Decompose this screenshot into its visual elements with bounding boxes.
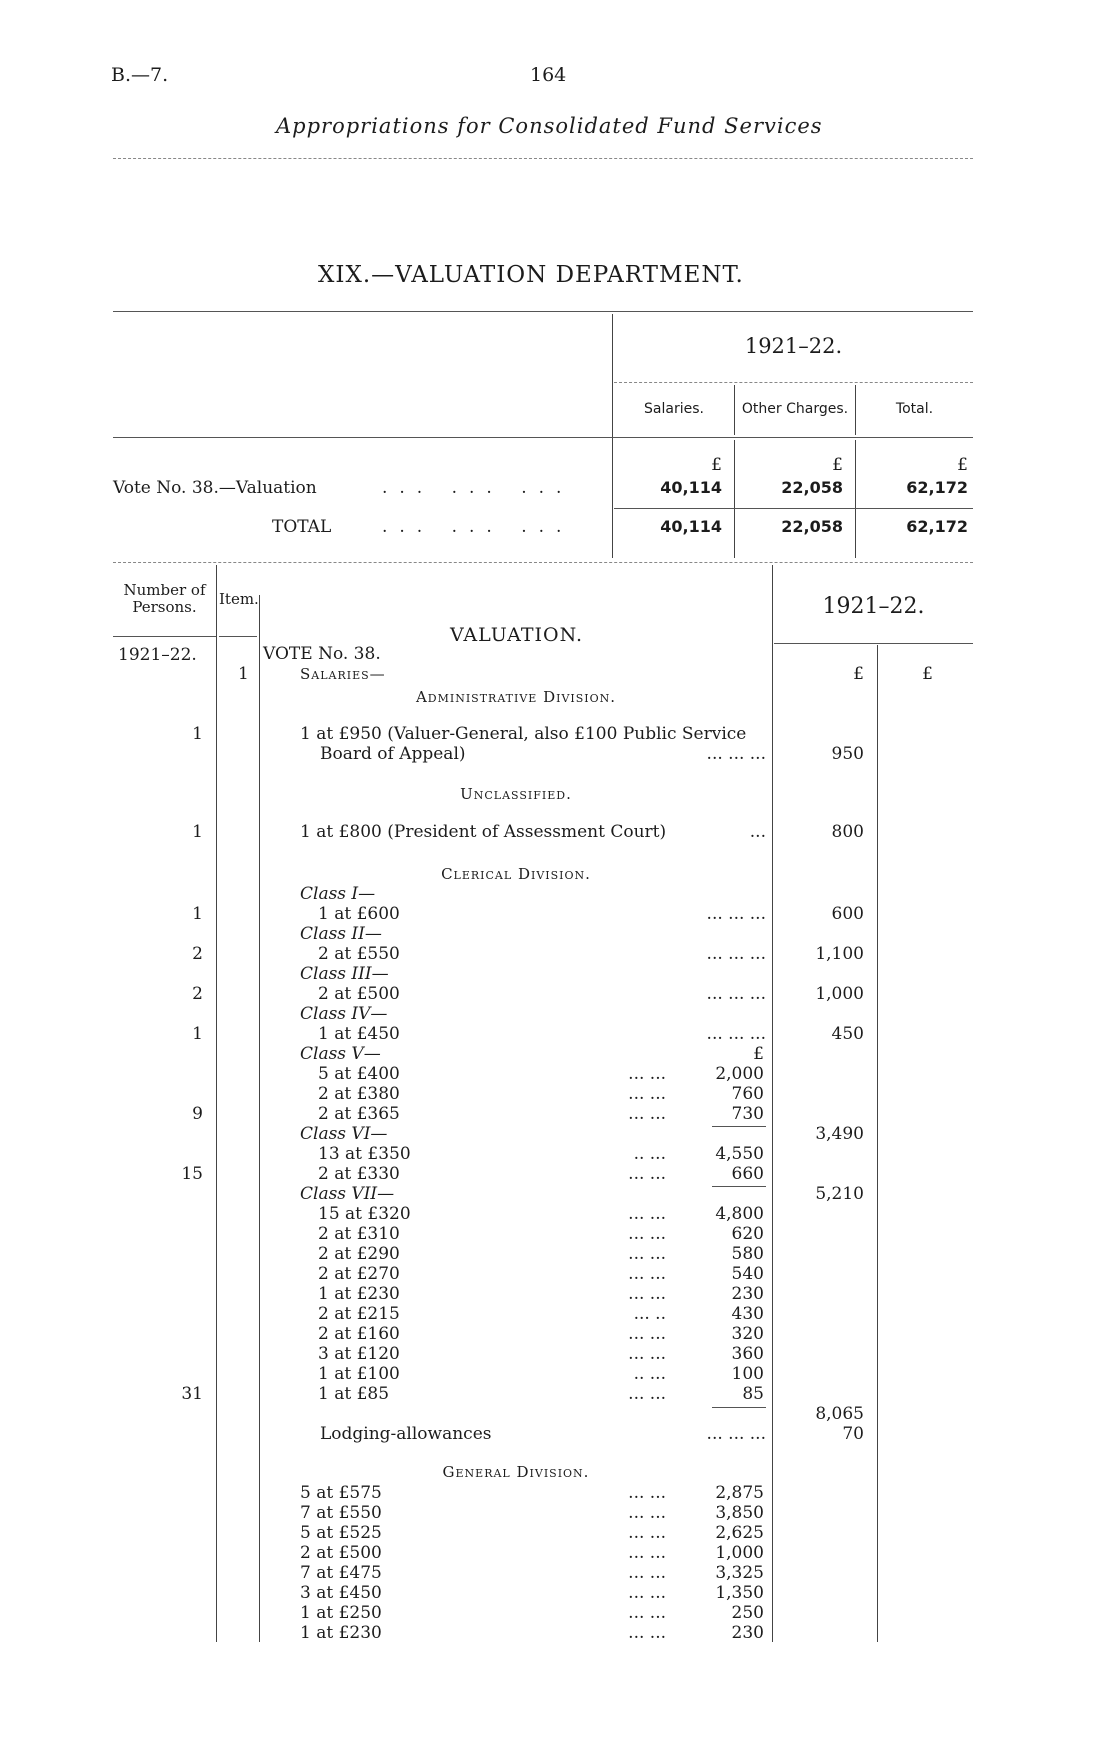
subtotal-rule xyxy=(712,1186,766,1187)
rate-line: 3 at £120 xyxy=(318,1344,400,1364)
leader-dots: ... xyxy=(749,822,766,842)
leader-dots: ... ... xyxy=(628,1543,666,1563)
unclassified-heading: Unclassified. xyxy=(460,785,572,803)
leader-dots: ... .. xyxy=(633,1304,666,1324)
unclassified-line: 1 at £800 (President of Assessment Court) xyxy=(300,822,667,842)
persons-count: 1 xyxy=(192,724,203,744)
document-reference: B.—7. xyxy=(111,64,169,86)
rate-line: 13 at £350 xyxy=(318,1144,411,1164)
leader-dots: ... ... ... xyxy=(382,478,574,498)
class-amount: 450 xyxy=(831,1024,864,1044)
rate-line: 2 at £380 xyxy=(318,1084,400,1104)
rate-line: 15 at £320 xyxy=(318,1204,411,1224)
rate-line: 1 at £100 xyxy=(318,1364,400,1384)
currency-symbol: £ xyxy=(753,1044,764,1064)
admin-line: 1 at £950 (Valuer-General, also £100 Public Service xyxy=(300,724,747,744)
total-other-charges: 22,058 xyxy=(781,517,843,536)
admin-amount: 950 xyxy=(831,744,864,764)
leader-dots: ... ... xyxy=(628,1164,666,1184)
leader-dots: ... ... xyxy=(628,1503,666,1523)
leader-dots: ... ... xyxy=(628,1384,666,1404)
rate-line: 2 at £215 xyxy=(318,1304,400,1324)
vote-other-charges: 22,058 xyxy=(781,478,843,497)
rate-value: 320 xyxy=(731,1324,764,1344)
col-salaries: Salaries. xyxy=(644,401,704,417)
rate-value: 2,000 xyxy=(715,1064,764,1084)
persons-count: 2 xyxy=(192,944,203,964)
leader-dots: .. ... xyxy=(633,1364,666,1384)
rate-line: 2 at £500 xyxy=(318,984,400,1004)
persons-count: 31 xyxy=(181,1384,203,1404)
leader-dots: ... ... xyxy=(628,1583,666,1603)
rate-line: 1 at £250 xyxy=(300,1603,382,1623)
class-subtotal: 8,065 xyxy=(815,1404,864,1424)
rate-value: 3,325 xyxy=(715,1563,764,1583)
leader-dots: ... ... ... xyxy=(706,1424,766,1444)
rate-line: 3 at £450 xyxy=(300,1583,382,1603)
rate-line: 7 at £550 xyxy=(300,1503,382,1523)
persons-year: 1921–22. xyxy=(118,645,197,665)
total-total: 62,172 xyxy=(906,517,968,536)
subtotal-rule xyxy=(712,1407,766,1408)
rate-value: 580 xyxy=(731,1244,764,1264)
salaries-heading: Salaries— xyxy=(300,665,386,683)
summary-top-rule xyxy=(113,311,973,312)
leader-dots: ... ... xyxy=(628,1324,666,1344)
leader-dots: ... ... ... xyxy=(706,904,766,924)
rate-line: 5 at £400 xyxy=(318,1064,400,1084)
class-label: Class V— xyxy=(300,1044,381,1064)
rate-value: 760 xyxy=(731,1084,764,1104)
administrative-division-heading: Administrative Division. xyxy=(415,688,617,706)
leader-dots: .. ... xyxy=(633,1144,666,1164)
rate-value: 4,800 xyxy=(715,1204,764,1224)
rate-line: 2 at £160 xyxy=(318,1324,400,1344)
class-subtotal: 5,210 xyxy=(815,1184,864,1204)
rate-value: 620 xyxy=(731,1224,764,1244)
leader-dots: ... ... ... xyxy=(706,744,766,764)
unclassified-amount: 800 xyxy=(831,822,864,842)
leader-dots: ... ... xyxy=(628,1483,666,1503)
rate-value: 660 xyxy=(731,1164,764,1184)
rate-value: 85 xyxy=(742,1384,764,1404)
running-title: Appropriations for Consolidated Fund Services xyxy=(276,114,823,138)
class-amount: 600 xyxy=(831,904,864,924)
col-number-of-persons: Number of Persons. xyxy=(123,581,206,616)
rate-value: 2,875 xyxy=(715,1483,764,1503)
currency-symbol: £ xyxy=(711,455,722,475)
persons-header-rule xyxy=(113,636,216,637)
subtotal-rule xyxy=(712,1126,766,1127)
rate-line: 2 at £550 xyxy=(318,944,400,964)
leader-dots: ... ... ... xyxy=(382,517,574,537)
rate-value: 1,000 xyxy=(715,1543,764,1563)
currency-symbol: £ xyxy=(853,664,864,684)
rate-value: 730 xyxy=(731,1104,764,1124)
currency-symbol: £ xyxy=(957,455,968,475)
col-item: Item. xyxy=(219,590,259,608)
rate-line: 1 at £85 xyxy=(318,1384,390,1404)
leader-dots: ... ... xyxy=(628,1523,666,1543)
leader-dots: ... ... xyxy=(628,1244,666,1264)
class-label: Class I— xyxy=(300,884,376,904)
leader-dots: ... ... xyxy=(628,1603,666,1623)
rate-line: 2 at £270 xyxy=(318,1264,400,1284)
class-amount: 1,000 xyxy=(815,984,864,1004)
general-division-heading: General Division. xyxy=(442,1463,590,1481)
leader-dots: ... ... xyxy=(628,1084,666,1104)
vote-salaries: 40,114 xyxy=(660,478,722,497)
persons-count: 9 xyxy=(192,1104,203,1124)
leader-dots: ... ... ... xyxy=(706,984,766,1004)
summary-header-rule xyxy=(113,437,973,438)
detail-year-rule xyxy=(774,643,973,644)
leader-dots: ... ... xyxy=(628,1064,666,1084)
persons-count: 1 xyxy=(192,822,203,842)
rate-line: 2 at £330 xyxy=(318,1164,400,1184)
vote-total: 62,172 xyxy=(906,478,968,497)
rate-value: 3,850 xyxy=(715,1503,764,1523)
vote-label: Vote No. 38.—Valuation xyxy=(113,478,317,498)
leader-dots: ... ... xyxy=(628,1264,666,1284)
class-label: Class VI— xyxy=(300,1124,388,1144)
rate-line: 1 at £230 xyxy=(300,1623,382,1643)
summary-year: 1921–22. xyxy=(744,334,843,358)
total-rule xyxy=(614,508,973,509)
persons-item-divider xyxy=(216,565,217,1642)
class-label: Class IV— xyxy=(300,1004,388,1024)
currency-symbol: £ xyxy=(832,455,843,475)
rate-value: 230 xyxy=(731,1623,764,1643)
rate-value: 360 xyxy=(731,1344,764,1364)
class-label: Class II— xyxy=(300,924,382,944)
vote-number: VOTE No. 38. xyxy=(263,644,381,664)
rate-line: 2 at £365 xyxy=(318,1104,400,1124)
col-total: Total. xyxy=(895,401,934,417)
rate-value: 4,550 xyxy=(715,1144,764,1164)
leader-dots: ... ... xyxy=(628,1344,666,1364)
page-number: 164 xyxy=(530,64,567,86)
rate-value: 1,350 xyxy=(715,1583,764,1603)
clerical-division-heading: Clerical Division. xyxy=(441,865,591,883)
item-header-rule xyxy=(219,636,257,637)
persons-count: 1 xyxy=(192,904,203,924)
department-title: XIX.—VALUATION DEPARTMENT. xyxy=(318,262,744,288)
class-subtotal: 3,490 xyxy=(815,1124,864,1144)
rate-value: 540 xyxy=(731,1264,764,1284)
rate-value: 2,625 xyxy=(715,1523,764,1543)
rate-line: 1 at £450 xyxy=(318,1024,400,1044)
rate-line: 5 at £575 xyxy=(300,1483,382,1503)
currency-symbol: £ xyxy=(922,664,933,684)
col-other-charges: Other Charges. xyxy=(741,401,849,417)
rate-line: 5 at £525 xyxy=(300,1523,382,1543)
leader-dots: ... ... ... xyxy=(706,1024,766,1044)
class-label: Class III— xyxy=(300,964,389,984)
detail-year: 1921–22. xyxy=(822,594,925,619)
amount-total-divider xyxy=(877,645,878,1642)
leader-dots: ... ... xyxy=(628,1563,666,1583)
persons-count: 15 xyxy=(181,1164,203,1184)
rate-line: 1 at £600 xyxy=(318,904,400,924)
leader-dots: ... ... xyxy=(628,1224,666,1244)
rate-line: 2 at £290 xyxy=(318,1244,400,1264)
lodging-allowances-amount: 70 xyxy=(842,1424,864,1444)
persons-count: 2 xyxy=(192,984,203,1004)
item-text-divider xyxy=(259,595,260,1642)
class-amount: 1,100 xyxy=(815,944,864,964)
rate-value: 100 xyxy=(731,1364,764,1384)
admin-line-continued: Board of Appeal) xyxy=(320,744,466,764)
total-salaries: 40,114 xyxy=(660,517,722,536)
rate-value: 250 xyxy=(731,1603,764,1623)
section-heading: VALUATION. xyxy=(450,624,584,646)
item-number: 1 xyxy=(238,664,249,684)
header-rule xyxy=(113,158,973,159)
rate-line: 1 at £230 xyxy=(318,1284,400,1304)
text-amount-divider xyxy=(772,565,773,1642)
leader-dots: ... ... ... xyxy=(706,944,766,964)
leader-dots: ... ... xyxy=(628,1284,666,1304)
leader-dots: ... ... xyxy=(628,1104,666,1124)
rate-line: 2 at £500 xyxy=(300,1543,382,1563)
year-rule xyxy=(614,382,973,383)
rate-value: 430 xyxy=(731,1304,764,1324)
summary-bottom-rule xyxy=(113,562,973,563)
total-label: TOTAL xyxy=(272,517,332,537)
leader-dots: ... ... xyxy=(628,1623,666,1643)
summary-divider xyxy=(612,314,613,558)
lodging-allowances-label: Lodging-allowances xyxy=(320,1424,492,1444)
rate-line: 2 at £310 xyxy=(318,1224,400,1244)
class-label: Class VII— xyxy=(300,1184,395,1204)
rate-value: 230 xyxy=(731,1284,764,1304)
leader-dots: ... ... xyxy=(628,1204,666,1224)
rate-line: 7 at £475 xyxy=(300,1563,382,1583)
persons-count: 1 xyxy=(192,1024,203,1044)
